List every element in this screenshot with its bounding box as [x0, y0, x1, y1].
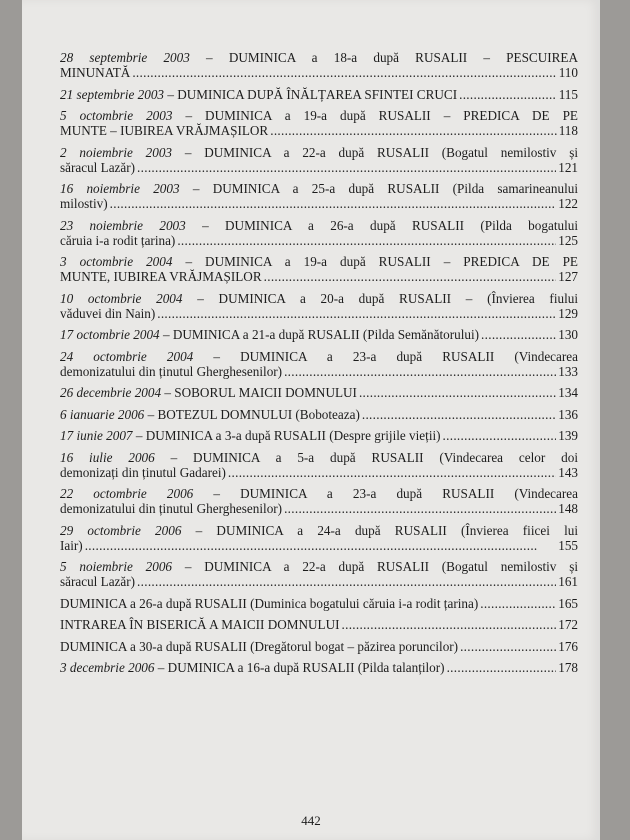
- entry-title-text: săracul Lazăr): [60, 574, 136, 589]
- entry-title-line1: [60, 559, 578, 574]
- entry-page-number: 139: [558, 428, 578, 443]
- entry-title-line1: [60, 181, 578, 196]
- entry-title-text: – BOTEZUL DOMNULUI (Boboteaza): [144, 406, 360, 422]
- dot-leader: [157, 306, 556, 321]
- entry-title-line2: [60, 160, 578, 175]
- entry-title-text: MINUNATĂ: [60, 65, 131, 80]
- entry-date: 5 noiembrie 2006: [60, 559, 173, 574]
- entry-title-text: – SOBORUL MAICII DOMNULUI: [161, 385, 357, 400]
- entry-title-tail: [60, 501, 282, 516]
- entry-title-line2: [60, 327, 578, 342]
- entry-page-number: 155: [558, 537, 578, 553]
- dot-leader: [132, 65, 556, 80]
- entry-title-line2: [60, 65, 578, 80]
- toc-entry: [60, 108, 578, 138]
- book-page: [22, 0, 600, 840]
- entry-page-number: 121: [558, 159, 578, 175]
- entry-page-number: 127: [558, 269, 578, 284]
- entry-date: 2 noiembrie 2003: [60, 144, 173, 160]
- entry-page-number: 165: [558, 595, 578, 611]
- entry-title-line2: [60, 538, 578, 553]
- toc-entry: [60, 617, 578, 632]
- dot-leader: [284, 364, 556, 379]
- entry-page-number: 129: [558, 305, 578, 321]
- entry-title-line2: [60, 306, 578, 321]
- entry-date: 17 octombrie 2004: [60, 327, 160, 342]
- toc-entry: [60, 87, 578, 102]
- entry-title-tail: [60, 639, 458, 654]
- entry-title-tail: [60, 428, 441, 443]
- entry-title-text: – DUMINICA a 3-a după RUSALII (Despre grijile vieții): [132, 428, 441, 443]
- entry-date: 10 octombrie 2004: [60, 290, 183, 306]
- dot-leader: [110, 196, 557, 211]
- entry-page-number: 143: [558, 464, 578, 480]
- toc-entry: [60, 407, 578, 422]
- entry-title-text: – DUMINICA a 23-a după RUSALII (Vindecarea: [193, 486, 578, 501]
- entry-title-tail: [60, 87, 457, 102]
- dot-leader: [264, 269, 557, 284]
- toc-entry: [60, 254, 578, 284]
- toc-entry: [60, 327, 578, 342]
- entry-title-line1: [60, 145, 578, 160]
- toc-entry: [60, 596, 578, 611]
- entry-title-tail: [60, 364, 282, 379]
- toc-entry: [60, 523, 578, 553]
- entry-date: 17 iunie 2007: [60, 428, 133, 443]
- entry-page-number: 134: [558, 385, 578, 400]
- entry-title-tail: [60, 233, 175, 248]
- entry-title-tail: [60, 196, 108, 211]
- entry-title-line2: [60, 269, 578, 284]
- entry-title-text: – DUMINICA a 22-a după RUSALII (Bogatul nemilostiv și: [172, 144, 578, 160]
- entry-page-number: 176: [558, 638, 578, 654]
- toc-entry: [60, 559, 578, 589]
- entry-title-text: – DUMINICA a 25-a după RUSALII (Pilda samarineanului: [179, 181, 578, 196]
- dot-leader: [85, 538, 557, 553]
- entry-title-line2: [60, 233, 578, 248]
- toc-entry: [60, 639, 578, 654]
- entry-title-line1: [60, 523, 578, 538]
- entry-title-line1: [60, 50, 578, 65]
- entry-title-tail: [60, 160, 135, 175]
- entry-date: 21 septembrie 2003: [60, 86, 165, 102]
- entry-page-number: 136: [558, 406, 578, 422]
- entry-title-line2: [60, 574, 578, 589]
- entry-title-text: – DUMINICA a 20-a după RUSALII – (Învierea fiului: [182, 290, 578, 306]
- entry-title-tail: [60, 538, 83, 553]
- entry-title-tail: [60, 306, 155, 321]
- entry-date: 6 ianuarie 2006: [60, 406, 145, 422]
- entry-title-line2: [60, 407, 578, 422]
- entry-title-line2: [60, 465, 578, 480]
- entry-title-text: săracul Lazăr): [60, 159, 136, 175]
- entry-page-number: 161: [558, 574, 578, 589]
- toc-entry: [60, 181, 578, 211]
- entry-title-text: demonizatului din ținutul Gherghesenilor): [60, 501, 283, 516]
- toc-entry: [60, 385, 578, 400]
- entry-title-tail: [60, 327, 479, 342]
- entry-page-number: 110: [558, 65, 578, 80]
- entry-title-text: MUNTE, IUBIREA VRĂJMAȘILOR: [60, 269, 262, 284]
- entry-title-tail: [60, 660, 445, 675]
- entry-date: 26 decembrie 2004: [60, 385, 162, 400]
- entry-title-text: – DUMINICA a 16-a după RUSALII (Pilda talanților): [154, 660, 445, 675]
- toc-entry: [60, 428, 578, 443]
- entry-page-number: 125: [558, 232, 578, 248]
- toc-entry: [60, 291, 578, 321]
- entry-title-line1: [60, 349, 578, 364]
- entry-title-text: văduvei din Nain): [60, 305, 156, 321]
- entry-title-text: – DUMINICA a 24-a după RUSALII (Învierea fiicei lui: [181, 522, 578, 538]
- entry-date: 5 octombrie 2003: [60, 108, 173, 123]
- entry-title-text: – DUMINICA a 19-a după RUSALII – PREDICA DE PE: [172, 108, 578, 123]
- entry-date: 28 septembrie 2003: [60, 50, 190, 65]
- entry-page-number: 133: [558, 363, 578, 379]
- dot-leader: [481, 327, 556, 342]
- entry-title-line2: [60, 123, 578, 138]
- dot-leader: [342, 617, 557, 632]
- entry-title-tail: [60, 65, 130, 80]
- entry-title-tail: [60, 596, 478, 611]
- toc-entry: [60, 660, 578, 675]
- entry-title-text: demonizați din ținutul Gadarei): [60, 464, 226, 480]
- entry-title-text: MUNTE – IUBIREA VRĂJMAȘILOR: [60, 123, 269, 138]
- toc-entry: [60, 349, 578, 379]
- entry-title-line2: [60, 364, 578, 379]
- dot-leader: [284, 501, 556, 516]
- entry-date: 16 iulie 2006: [60, 449, 155, 465]
- entry-page-number: 122: [558, 196, 578, 211]
- entry-title-line1: [60, 450, 578, 465]
- entry-title-line2: [60, 639, 578, 654]
- entry-title-line1: [60, 486, 578, 501]
- dot-leader: [459, 87, 557, 102]
- entry-date: 3 decembrie 2006: [60, 660, 155, 675]
- entry-title-text: – DUMINICA a 19-a după RUSALII – PREDICA DE PE: [172, 254, 578, 269]
- dot-leader: [270, 123, 556, 138]
- entry-title-tail: [60, 407, 360, 422]
- entry-title-line1: [60, 218, 578, 233]
- entry-date: 24 octombrie 2004: [60, 348, 194, 364]
- entry-title-text: – DUMINICA a 21-a după RUSALII (Pilda Semănătorului): [159, 327, 480, 342]
- entry-title-line1: [60, 108, 578, 123]
- entry-title-tail: [60, 574, 135, 589]
- entry-title-tail: [60, 465, 226, 480]
- entry-page-number: 118: [558, 123, 578, 138]
- entry-title-tail: [60, 617, 340, 632]
- toc-entry: [60, 218, 578, 248]
- entry-title-line2: [60, 617, 578, 632]
- dot-leader: [177, 233, 556, 248]
- entry-page-number: 148: [558, 501, 578, 516]
- page-number: 442: [301, 813, 321, 828]
- entry-title-text: DUMINICA a 26-a după RUSALII (Duminica bogatului căruia i-a rodit țarina): [60, 595, 479, 611]
- entry-title-line2: [60, 385, 578, 400]
- entry-title-text: DUMINICA a 30-a după RUSALII (Dregătorul bogat – păzirea poruncilor): [60, 638, 459, 654]
- dot-leader: [447, 660, 557, 675]
- entry-title-line2: [60, 87, 578, 102]
- entry-title-text: – DUMINICA a 23-a după RUSALII (Vindecarea: [193, 348, 578, 364]
- entry-date: 23 noiembrie 2003: [60, 217, 186, 233]
- entry-title-tail: [60, 385, 357, 400]
- entry-title-text: Iair): [60, 537, 83, 553]
- entry-title-line2: [60, 501, 578, 516]
- entry-title-line2: [60, 660, 578, 675]
- entry-title-line1: [60, 254, 578, 269]
- entry-page-number: 178: [558, 660, 578, 675]
- entry-title-text: INTRAREA ÎN BISERICĂ A MAICII DOMNULUI: [60, 617, 340, 632]
- entry-title-tail: [60, 269, 262, 284]
- entry-title-line2: [60, 196, 578, 211]
- toc-entry: [60, 145, 578, 175]
- entry-date: 16 noiembrie 2003: [60, 181, 180, 196]
- dot-leader: [480, 596, 556, 611]
- entry-title-line1: [60, 291, 578, 306]
- dot-leader: [443, 428, 557, 443]
- dot-leader: [137, 160, 556, 175]
- entry-title-text: căruia i-a rodit țarina): [60, 232, 176, 248]
- entry-page-number: 115: [558, 86, 578, 102]
- entry-title-text: – DUMINICA a 26-a după RUSALII (Pilda bogatului: [185, 217, 578, 233]
- entry-title-text: – DUMINICA DUPĂ ÎNĂLȚAREA SFINTEI CRUCI: [164, 86, 458, 102]
- entry-title-text: – DUMINICA a 5-a după RUSALII (Vindecarea celor doi: [154, 449, 578, 465]
- entry-title-text: milostiv): [60, 196, 108, 211]
- entry-title-text: – DUMINICA a 18-a după RUSALII – PESCUIREA: [189, 50, 578, 65]
- entry-page-number: 130: [558, 327, 578, 342]
- entry-title-line2: [60, 428, 578, 443]
- dot-leader: [359, 385, 556, 400]
- toc-entry: [60, 50, 578, 80]
- entry-title-tail: [60, 123, 268, 138]
- toc-entry: [60, 450, 578, 480]
- dot-leader: [460, 639, 556, 654]
- dot-leader: [362, 407, 556, 422]
- entry-date: 29 octombrie 2006: [60, 522, 182, 538]
- entry-date: 22 octombrie 2006: [60, 486, 194, 501]
- toc-entry: [60, 486, 578, 516]
- dot-leader: [228, 465, 556, 480]
- entry-title-line2: [60, 596, 578, 611]
- entry-title-text: – DUMINICA a 22-a după RUSALII (Bogatul nemilostiv și: [172, 559, 578, 574]
- table-of-contents: [60, 50, 578, 682]
- entry-date: 3 octombrie 2004: [60, 254, 173, 269]
- entry-title-text: demonizatului din ținutul Gherghesenilor): [60, 363, 283, 379]
- entry-page-number: 172: [558, 617, 578, 632]
- dot-leader: [137, 574, 556, 589]
